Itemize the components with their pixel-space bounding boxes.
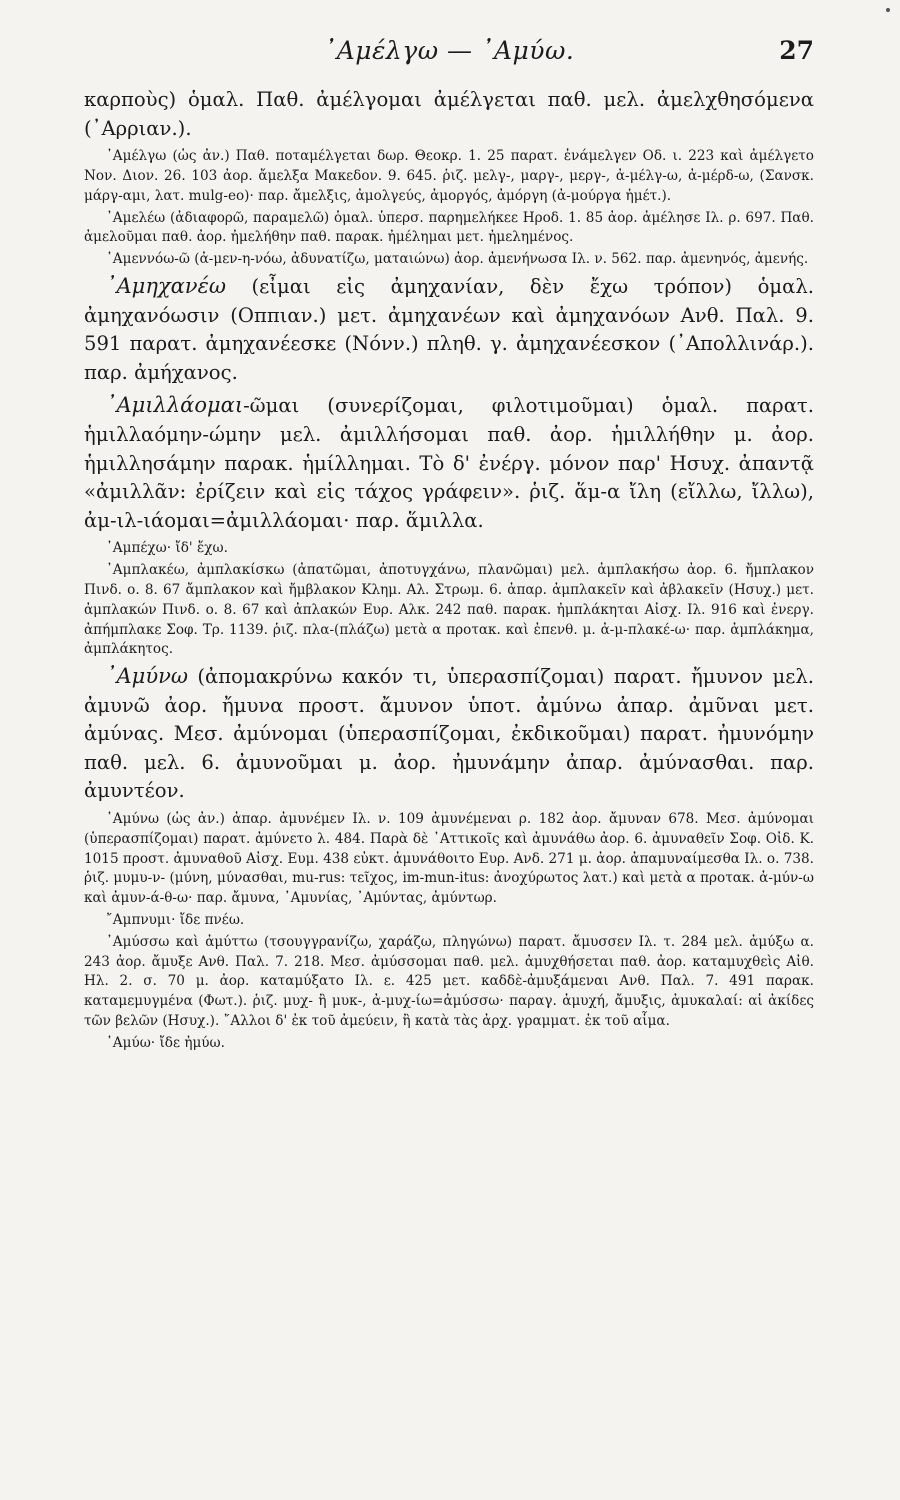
sub-entry: [84, 810, 814, 909]
entry-lemma: ᾿Αμύνω: [106, 664, 188, 689]
entry-text: καρποὺς) ὁμαλ. Παθ. ἀμέλγομαι ἀμέλγεται παθ. μελ. ἀμελχθησόμενα (᾿Αρριαν.).: [84, 88, 814, 140]
entry-text: ᾿Αμέλγω (ὡς ἀν.) Παθ. ποταμέλγεται δωρ. Θεοκρ. 1. 25 παρατ. ἐνάμελγεν Οδ. ι. 223 καὶ ἀμέλγετο Νον. Διον. 26. 103 ἀορ. ἄμελξα Μακεδον. 9. 645. ῥιζ. μελγ-, μαργ-, μεργ-, ἀ-μέλγ-ω, ἀ-μέρδ-ω, (Σανσκ. μάργ-αμι, λατ. mulg-eo)· παρ. ἄμελξις, ἀμολγεύς, ἀμοργός, ἀμόργη (ἀ-μούργα ἡμέτ.).: [84, 148, 814, 204]
page-header: [84, 36, 814, 76]
sub-entry: [84, 1034, 814, 1054]
entry-text: ᾿Αμύσσω καὶ ἀμύττω (τσουγγρανίζω, χαράζω, πληγώνω) παρατ. ἄμυσσεν Ιλ. τ. 284 μελ. ἀμύξω α. 243 ἀορ. ἄμυξε Ανθ. Παλ. 7. 218. Μεσ. ἀμύσσομαι παθ. μελ. ἀμυχθήσεται παθ. ἀορ. καταμυχθεὶς Αἰθ. Ηλ. 2. σ. 70 μ. ἀορ. καταμύξατο Ιλ. ε. 425 μετ. καδδὲ-ἀμυξάμεναι Ανθ. Παλ. 7. 491 παρακ. καταμεμυγμένα (Φωτ.). ῥιζ. μυχ- ἢ μυκ-, ἀ-μυχ-ίω=ἀμύσσω· παραγ. ἀμυχή, ἄμυξις, ἀμυκαλαί: αἱ ἀκίδες τῶν βελῶν (Ησυχ.). ῎Αλλοι δ' ἐκ τοῦ ἀμεύειν, ἢ κατὰ τὰς ἀρχ. γραμματ. ἐκ τοῦ αἷμα.: [84, 933, 814, 1030]
entry-text: ᾿Αμύνω (ὡς ἀν.) ἀπαρ. ἀμυνέμεν Ιλ. ν. 109 ἀμυνέμεναι ρ. 182 ἀορ. ἄμυναν 678. Μεσ. ἀμύνομαι (ὑπερασπίζομαι) παρατ. ἀμύνετο λ. 484. Παρὰ δὲ ᾿Αττικοῖς καὶ ἀμυνάθω ἀορ. 6. ἀμυναθεῖν Σοφ. Οἰδ. Κ. 1015 προστ. ἀμυναθοῦ Αἰσχ. Ευμ. 438 εὐκτ. ἀμυνάθοιτο Ευρ. Ανδ. 271 μ. ἀορ. ἀπαμυναίμεσθα Ιλ. ο. 738. ῥιζ. μυμυ-ν- (μύνη, μύνασθαι, mu-rus: τεῖχος, im-mun-itus: ἀνοχύρωτος λατ.) καὶ μετὰ α προτακ. ἀ-μύν-ω καὶ ἀμυν-ά-θ-ω· παρ. ἄμυνα, ᾿Αμυνίας, ᾿Αμύντας, ἀμύντωρ.: [84, 811, 814, 907]
sub-entry: [84, 250, 814, 270]
main-entry: [84, 272, 814, 387]
entry-text: ᾿Αμελέω (ἀδιαφορῶ, παραμελῶ) ὁμαλ. ὑπερσ. παρημελήκεε Ηροδ. 1. 85 ἀορ. ἀμέλησε Ιλ. ρ. 697. Παθ. ἀμελοῦμαι παθ. ἀορ. ἠμελήθην παθ. παρακ. ἠμέλημαι μετ. ἠμελημένος.: [84, 209, 814, 246]
entry-text: ᾿Αμεννόω-ῶ (ἀ-μεν-η-νόω, ἀδυνατίζω, ματαιώνω) ἀορ. ἀμενήνωσα Ιλ. ν. 562. παρ. ἀμενηνός, ἀμενής.: [106, 251, 809, 268]
sub-entry: [84, 561, 814, 660]
entry-text: ᾿Αμπέχω· ἴδ' ἔχω.: [106, 540, 228, 557]
dictionary-entries: [84, 86, 814, 1056]
main-entry: [84, 391, 814, 535]
entry-lemma: ᾿Αμηχανέω: [106, 273, 226, 298]
ink-dot: [886, 8, 890, 12]
entry-text: ᾿Αμύω· ἴδε ἠμύω.: [106, 1034, 225, 1051]
main-entry: [84, 662, 814, 806]
entry-lemma: ᾿Αμιλλάομαι: [106, 393, 244, 418]
page-number: 27: [779, 36, 814, 65]
entry-text: (ἀπομακρύνω κακόν τι, ὑπερασπίζομαι) παρατ. ἤμυνον μελ. ἀμυνῶ ἀορ. ἤμυνα προστ. ἄμυνον ὑποτ. ἀμύνω ἀπαρ. ἀμῦναι μετ. ἀμύνας. Μεσ. ἀμύνομαι (ὑπερασπίζομαι, ἐκδικοῦμαι) παρατ. ἠμυνόμην παθ. μελ. 6. ἀμυνοῦμαι μ. ἀορ. ἠμυνάμην ἀπαρ. ἀμύνασθαι. παρ. ἀμυντέον.: [84, 665, 814, 803]
entry-text: -ῶμαι (συνερίζομαι, φιλοτιμοῦμαι) ὁμαλ. παρατ. ἡμιλλαόμην-ώμην μελ. ἀμιλλήσομαι παθ. ἀορ. ἡμιλλήθην μ. ἀορ. ἡμιλλησάμην παρακ. ἡμίλλημαι. Τὸ δ' ἐνέργ. μόνον παρ' Ησυχ. ἀπαντᾷ «ἀμιλλᾶν: ἐρίζειν καὶ εἰς τάχος γράφειν». ῥιζ. ἅμ-α ἴλη (εἴλλω, ἴλλω), ἀμ-ιλ-ιάομαι=ἀμιλλάομαι· παρ. ἅμιλλα.: [84, 394, 814, 532]
main-entry: [84, 86, 814, 143]
entry-text: (εἶμαι εἰς ἀμηχανίαν, δὲν ἔχω τρόπον) ὁμαλ. ἀμηχανόωσιν (Οππιαν.) μετ. ἀμηχανέων καὶ ἀμηχανόων Ανθ. Παλ. 9. 591 παρατ. ἀμηχανέεσκε (Νόνν.) πληθ. γ. ἀμηχανέεσκον (᾿Απολλινάρ.). παρ. ἀμήχανος.: [84, 274, 814, 384]
sub-entry: [84, 911, 814, 931]
entry-text: ῎Αμπνυμι· ἴδε πνέω.: [106, 912, 245, 929]
sub-entry: [84, 539, 814, 559]
sub-entry: [84, 209, 814, 249]
sub-entry: [84, 147, 814, 206]
running-head: ᾿Αμέλγω — ᾿Αμύω.: [323, 36, 575, 65]
sub-entry: [84, 933, 814, 1032]
entry-text: ᾿Αμπλακέω, ἀμπλακίσκω (ἀπατῶμαι, ἀποτυγχάνω, πλανῶμαι) μελ. ἀμπλακήσω ἀορ. 6. ἤμπλακον Πινδ. ο. 8. 67 ἄμπλακον καὶ ἤμβλακον Κλημ. Αλ. Στρωμ. 6. ἀπαρ. ἀμπλακεῖν καὶ ἀβλακεῖν (Ησυχ.) μετ. ἀμπλακών Πινδ. ο. 8. 67 καὶ ἀπλακών Ευρ. Αλκ. 242 παθ. παρακ. ἠμπλάκηται Αἰσχ. Ιλ. 916 καὶ ἐνεργ. ἀπήμπλακε Σοφ. Τρ. 1139. ῥιζ. πλα-(πλάζω) μετὰ α προτακ. καὶ ἐπενθ. μ. ἀ-μ-πλακέ-ω· παρ. ἀμπλάκημα, ἀμπλάκητος.: [84, 562, 814, 658]
